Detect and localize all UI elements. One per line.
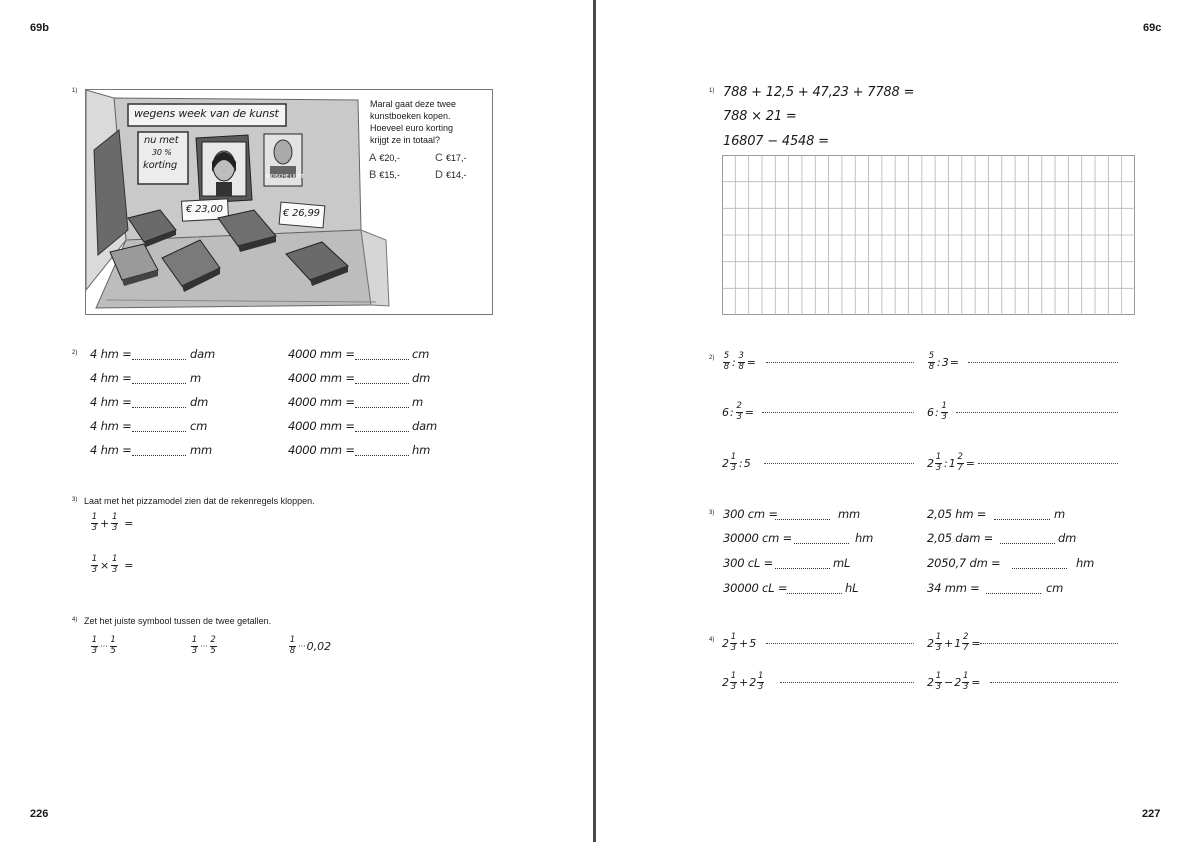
mixed-sum <box>927 633 981 653</box>
conversion-left: 300 cL = <box>723 556 774 570</box>
conversion-right: 4000 mm = <box>288 347 355 361</box>
fraction: $\frac{1}{3}$ <box>935 452 942 473</box>
fraction: $\frac{1}{3}$ <box>730 632 737 653</box>
number: 5 <box>749 636 757 650</box>
answer-blank[interactable] <box>794 543 849 544</box>
choice-letter: C <box>435 152 443 164</box>
conversion-right: 2050,7 dm = <box>927 556 1001 570</box>
fraction: $\frac{1}{8}$ <box>289 635 296 656</box>
unit-label: mL <box>833 556 851 570</box>
conversion-left: 4 hm = <box>90 371 132 385</box>
mixed-division <box>722 453 751 473</box>
number: 2 <box>954 675 962 689</box>
operator: − <box>944 675 954 689</box>
answer-line[interactable] <box>990 682 1118 683</box>
fraction: $\frac{2}{3}$ <box>736 401 742 422</box>
conversion-left: 4 hm = <box>90 443 132 457</box>
operator: + <box>944 636 954 650</box>
fraction: $\frac{1}{3}$ <box>758 671 764 692</box>
choice-value: €15,- <box>379 170 400 180</box>
answer-blank[interactable] <box>355 359 409 360</box>
unit-label: dm <box>1058 531 1077 545</box>
unit-label: m <box>1054 507 1066 521</box>
operator: + <box>739 636 749 650</box>
unit-label: cm <box>1046 581 1064 595</box>
compare-pair <box>288 636 331 656</box>
equals-sign: = <box>965 456 975 470</box>
choice-value: €17,- <box>445 153 467 163</box>
fraction: $\frac{1}{3}$ <box>730 671 737 692</box>
choice-value: €20,- <box>379 153 400 163</box>
answer-line[interactable] <box>978 463 1118 464</box>
fraction: $\frac{1}{3}$ <box>191 635 198 656</box>
answer-blank[interactable] <box>132 407 186 408</box>
answer-blank[interactable] <box>132 359 186 360</box>
operator: : <box>937 355 941 369</box>
conversion-right: 2,05 dam = <box>927 531 994 545</box>
mixed-sum <box>722 672 765 692</box>
question-line: krijgt ze in totaal? <box>370 135 441 145</box>
choice-letter: D <box>435 169 443 181</box>
conversion-left: 4 hm = <box>90 419 132 433</box>
conversion-left: 300 cm = <box>723 507 778 521</box>
number: 1 <box>948 456 956 470</box>
unit-label: dam <box>412 419 437 433</box>
unit-label: m <box>412 395 424 409</box>
unit-label: cm <box>190 419 208 433</box>
fraction: $\frac{3}{8}$ <box>738 351 744 372</box>
number: 2 <box>927 675 934 689</box>
sign-text: wegens week van de kunst <box>134 107 279 120</box>
fraction-product <box>90 555 134 575</box>
fraction: $\frac{5}{8}$ <box>723 351 730 372</box>
book-title: INDISCHE LICHT <box>266 174 304 180</box>
unit-label: hm <box>1076 556 1095 570</box>
unit-label: dm <box>190 395 209 409</box>
mixed-division <box>927 453 976 473</box>
equals-sign: = <box>971 636 981 650</box>
right-page-number: 227 <box>1142 808 1161 820</box>
number: 6 <box>927 405 934 419</box>
price-tag-1: € 23,00 <box>186 204 223 215</box>
fraction: $\frac{1}{3}$ <box>91 635 98 656</box>
fraction: $\frac{1}{3}$ <box>963 671 969 692</box>
answer-line[interactable] <box>766 362 914 363</box>
number: 6 <box>722 405 729 419</box>
answer-blank[interactable] <box>132 455 186 456</box>
answer-blank[interactable] <box>355 431 409 432</box>
question-line: kunstboeken kopen. <box>370 111 451 121</box>
mixed-sum <box>722 633 756 653</box>
operator: + <box>100 516 110 530</box>
symbol-gap[interactable]: ··· <box>100 641 108 651</box>
fraction: $\frac{1}{3}$ <box>941 401 947 422</box>
symbol-gap[interactable]: ··· <box>298 641 306 651</box>
answer-blank[interactable] <box>355 383 409 384</box>
answer-line[interactable] <box>980 643 1118 644</box>
conversion-right: 4000 mm = <box>288 419 355 433</box>
operator: : <box>944 456 948 470</box>
right-page-code: 69c <box>1143 22 1162 34</box>
fraction: $\frac{2}{5}$ <box>210 635 216 656</box>
operator: : <box>739 456 743 470</box>
exercise-number: 4) <box>709 637 715 643</box>
answer-blank[interactable] <box>986 593 1041 594</box>
equals-sign: = <box>746 355 756 369</box>
fraction-division <box>927 352 960 372</box>
exercise-number: 3) <box>72 497 78 503</box>
unit-label: dm <box>412 371 431 385</box>
choice-letter: B <box>369 169 377 181</box>
number: 3 <box>941 355 949 369</box>
equals-sign: = <box>124 516 134 530</box>
exercise-number: 2) <box>72 350 78 356</box>
question-line: Hoeveel euro korting <box>370 123 454 133</box>
number: 2 <box>749 675 757 689</box>
discount-line-3: korting <box>143 160 178 171</box>
number: 1 <box>954 636 962 650</box>
unit-label: m <box>190 371 202 385</box>
compare-pair <box>90 636 118 656</box>
fraction: $\frac{2}{7}$ <box>963 632 969 653</box>
question-text <box>370 98 456 146</box>
fraction: $\frac{1}{3}$ <box>91 554 98 575</box>
answer-blank[interactable] <box>1012 568 1067 569</box>
unit-label: cm <box>412 347 430 361</box>
choice-letter: A <box>369 152 377 164</box>
answer-blank[interactable] <box>1000 543 1055 544</box>
operator: × <box>100 558 110 572</box>
answer-line[interactable] <box>762 412 914 413</box>
mixed-difference <box>927 672 981 692</box>
choice-a[interactable] <box>369 152 400 164</box>
fraction: $\frac{1}{3}$ <box>91 512 98 533</box>
calculation-line: 16807 − 4548 = <box>723 134 829 149</box>
choice-b[interactable] <box>369 169 400 181</box>
equals-sign: = <box>124 558 134 572</box>
answer-blank[interactable] <box>775 568 830 569</box>
symbol-gap[interactable]: ··· <box>200 641 208 651</box>
exercise-number: 2) <box>709 355 715 361</box>
fraction-division <box>722 402 755 422</box>
fraction: $\frac{2}{7}$ <box>957 452 963 473</box>
fraction: $\frac{5}{8}$ <box>928 351 935 372</box>
operator: : <box>730 405 734 419</box>
left-page-code: 69b <box>30 22 49 34</box>
fraction: $\frac{1}{3}$ <box>112 512 118 533</box>
number: 2 <box>722 636 729 650</box>
operator: + <box>739 675 749 689</box>
exercise-instruction: Laat met het pizzamodel zien dat de rekenregels kloppen. <box>84 496 315 506</box>
answer-line[interactable] <box>764 463 914 464</box>
calculation-line: 788 + 12,5 + 47,23 + 7788 = <box>723 85 915 100</box>
conversion-right: 4000 mm = <box>288 371 355 385</box>
right-page <box>596 0 1191 842</box>
conversion-left: 4 hm = <box>90 395 132 409</box>
number: 5 <box>743 456 751 470</box>
exercise-number: 1) <box>709 88 715 94</box>
conversion-right: 4000 mm = <box>288 395 355 409</box>
equals-sign: = <box>949 355 959 369</box>
conversion-left: 30000 cL = <box>723 581 788 595</box>
fraction: $\frac{1}{3}$ <box>112 554 118 575</box>
unit-label: hL <box>845 581 859 595</box>
question-line: Maral gaat deze twee <box>370 99 457 109</box>
unit-label: hm <box>412 443 431 457</box>
number: 2 <box>927 636 934 650</box>
conversion-right: 2,05 hm = <box>927 507 987 521</box>
answer-line[interactable] <box>766 643 914 644</box>
answer-line[interactable] <box>968 362 1118 363</box>
unit-label: mm <box>190 443 213 457</box>
answer-blank[interactable] <box>994 519 1050 520</box>
fraction-division <box>927 402 949 422</box>
exercise-number: 3) <box>709 510 715 516</box>
calculation-grid[interactable] <box>722 155 1135 315</box>
conversion-left: 30000 cm = <box>723 531 793 545</box>
choice-d[interactable] <box>435 169 466 181</box>
exercise-number: 4) <box>72 617 78 623</box>
left-page-number: 226 <box>30 808 49 820</box>
equals-sign: = <box>744 405 754 419</box>
unit-label: hm <box>855 531 874 545</box>
calculation-line: 788 × 21 = <box>723 109 797 124</box>
answer-blank[interactable] <box>787 593 842 594</box>
number: 2 <box>722 456 729 470</box>
discount-line-1: nu met <box>144 135 179 146</box>
unit-label: mm <box>838 507 861 521</box>
operator: : <box>732 355 736 369</box>
answer-blank[interactable] <box>132 383 186 384</box>
number: 2 <box>722 675 729 689</box>
answer-line[interactable] <box>956 412 1118 413</box>
exercise-number: 1) <box>72 88 78 94</box>
conversion-right: 34 mm = <box>927 581 980 595</box>
choice-c[interactable] <box>435 152 466 164</box>
answer-blank[interactable] <box>355 407 409 408</box>
choice-value: €14,- <box>445 170 467 180</box>
answer-line[interactable] <box>780 682 914 683</box>
number: 2 <box>927 456 934 470</box>
fraction: $\frac{1}{3}$ <box>935 671 942 692</box>
price-tag-2: € 26,99 <box>283 208 320 219</box>
fraction: $\frac{1}{3}$ <box>935 632 942 653</box>
decimal-number: 0,02 <box>306 639 332 653</box>
conversion-right: 4000 mm = <box>288 443 355 457</box>
equals-sign: = <box>971 675 981 689</box>
compare-pair <box>190 636 218 656</box>
conversion-left: 4 hm = <box>90 347 132 361</box>
answer-blank[interactable] <box>355 455 409 456</box>
fraction: $\frac{1}{5}$ <box>110 635 116 656</box>
unit-label: dam <box>190 347 215 361</box>
answer-blank[interactable] <box>775 519 830 520</box>
operator: : <box>935 405 939 419</box>
answer-blank[interactable] <box>132 431 186 432</box>
exercise-instruction: Zet het juiste symbool tussen de twee getallen. <box>84 616 272 626</box>
discount-line-2: 30 % <box>152 148 172 157</box>
fraction: $\frac{1}{3}$ <box>730 452 737 473</box>
fraction-sum <box>90 513 134 533</box>
fraction-division <box>722 352 757 372</box>
